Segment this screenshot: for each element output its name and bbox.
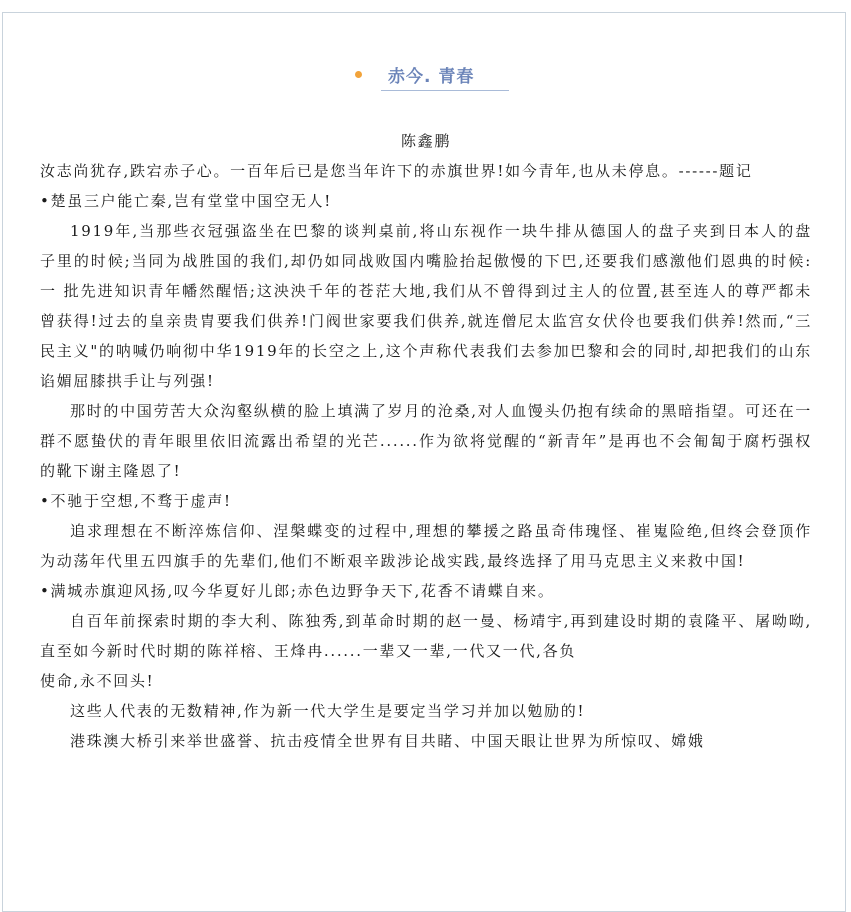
paragraph: 追求理想在不断淬炼信仰、涅槃蝶变的过程中,理想的攀援之路虽奇伟瑰怪、崔嵬险绝,但终会登顶作为动荡年代里五四旗手的先辈们,他们不断艰辛跋涉论战实践,最终选择了用马克思主义来救中国! (40, 522, 812, 570)
paragraph: 这些人代表的无数精神,作为新一代大学生是要定当学习并加以勉励的! (70, 702, 586, 720)
title-underline (381, 90, 509, 91)
epigraph: 汝志尚犹存,跌宕赤子心。一百年后已是您当年许下的赤旗世界!如今青年,也从未停息。------题记 (40, 162, 753, 180)
paragraph: 港珠澳大桥引来举世盛誉、抗击疫情全世界有目共睹、中国天眼让世界为所惊叹、嫦娥 (70, 732, 705, 750)
paragraph: 使命,永不回头! (40, 672, 155, 690)
section-heading: •楚虽三户能亡秦,岂有堂堂中国空无人! (40, 192, 332, 210)
title-bullet-icon (355, 71, 362, 78)
article-body (40, 126, 812, 756)
article-header (355, 62, 515, 92)
section-heading: •不驰于空想,不骛于虚声! (40, 492, 232, 510)
paragraph: 1919年,当那些衣冠强盗坐在巴黎的谈判桌前,将山东视作一块牛排从德国人的盘子夹到日本人的盘子里的时候;当同为战胜国的我们,却仍如同战败国内嘴脸抬起傲慢的下巴,还要我们感激他们恩典的时候:一 批先进知识青年幡然醒悟;这泱泱千年的苍茫大地,我们从不曾得到过主人的位置,甚至连人的尊严都未曾获得!过去的皇亲贵胄要我们供养!门阀世家要我们供养,就连僧尼太监宫女伏伶也要我们供养!然而,“三民主义"的呐喊仍响彻中华1919年的长空之上,这个声称代表我们去参加巴黎和会的同时,却把我们的山东谄媚屈膝拱手让与列强! (40, 222, 812, 390)
paragraph: 那时的中国劳苦大众沟壑纵横的脸上填满了岁月的沧桑,对人血馒头仍抱有续命的黑暗指望。可还在一群不愿蛰伏的青年眼里依旧流露出希望的光芒......作为欲将觉醒的“新青年”是再也不会匍匐于腐朽强权的靴下谢主隆恩了! (40, 402, 812, 480)
paragraph: 自百年前探索时期的李大利、陈独秀,到革命时期的赵一曼、杨靖宇,再到建设时期的袁隆平、屠呦呦,直至如今新时代时期的陈祥榕、王烽冉......一辈又一辈,一代又一代,各负 (40, 612, 812, 660)
article-title: 赤今. 青春 (388, 67, 475, 87)
article-author: 陈鑫鹏 (400, 132, 452, 150)
section-heading: •满城赤旗迎风扬,叹今华夏好儿郎;赤色边野争天下,花香不请蝶自来。 (40, 582, 555, 600)
